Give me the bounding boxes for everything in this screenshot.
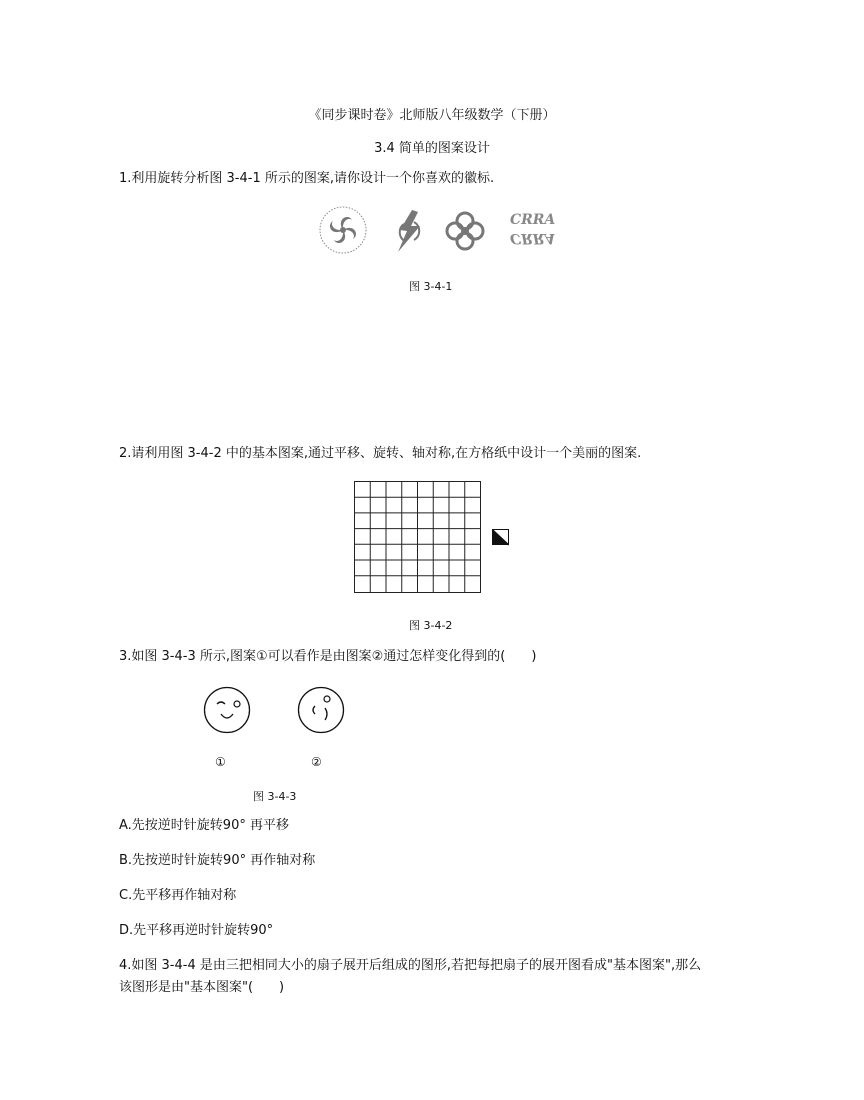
question-4-line-1: 4.如图 3-4-4 是由三把相同大小的扇子展开后组成的图形,若把每把扇子的展开图看成"基本图案",那么 [119,958,702,973]
option-b: B.先按逆时针旋转90° 再作轴对称 [119,853,316,868]
logo-quatrefoil-icon [445,211,485,251]
face-pattern-1 [203,686,251,734]
question-3-text: 3.如图 3-4-3 所示,图案①可以看作是由图案②通过怎样变化得到的( ) [119,649,537,664]
figure-3-4-1-caption: 图 3-4-1 [409,280,453,293]
option-a: A.先按逆时针旋转90° 再平移 [119,818,289,833]
logo-crra-text-top: CRRA [510,212,556,228]
document-title: 《同步课时卷》北师版八年级数学（下册） [308,108,556,123]
figure-label-2: ② [311,755,322,769]
logo-crra-text-bottom: CRRA [510,230,556,246]
option-c: C.先平移再作轴对称 [119,888,237,903]
grid-paper [354,481,482,593]
option-d: D.先平移再逆时针旋转90° [119,923,274,938]
logo-lightning-icon [394,210,424,252]
question-2-text: 2.请利用图 3-4-2 中的基本图案,通过平移、旋转、轴对称,在方格纸中设计一个美丽的图案. [119,446,642,461]
section-title: 3.4 简单的图案设计 [374,141,490,156]
figure-label-1: ① [215,755,226,769]
basic-pattern-triangle-square [492,529,510,546]
question-1-text: 1.利用旋转分析图 3-4-1 所示的图案,请你设计一个你喜欢的徽标. [119,171,495,186]
face-pattern-2 [297,686,345,734]
figure-3-4-3-caption: 图 3-4-3 [253,790,297,803]
question-4-line-2: 该图形是由"基本图案"( ) [119,980,285,995]
logo-pinwheel-icon [318,205,368,255]
figure-3-4-2-caption: 图 3-4-2 [409,619,453,632]
